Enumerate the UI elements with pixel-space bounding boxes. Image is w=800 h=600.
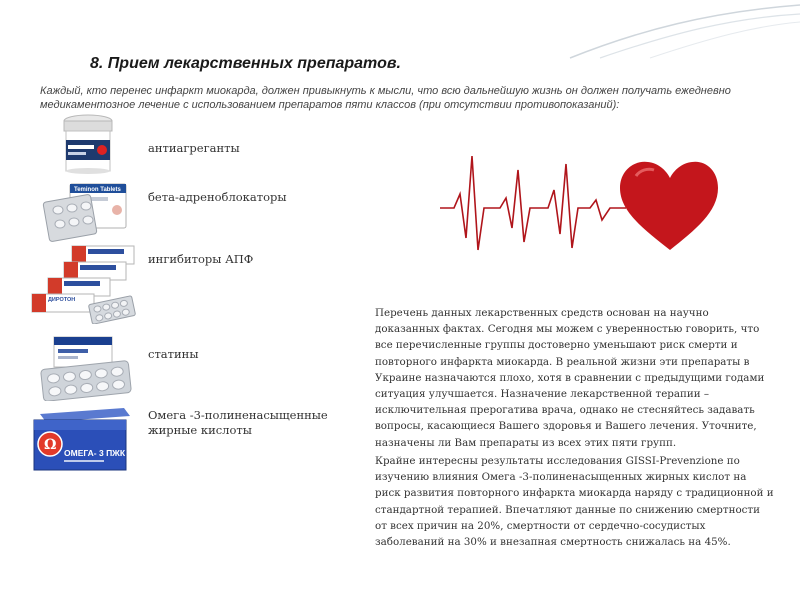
drug-label-beta-blockers: бета-адреноблокаторы [148,190,287,204]
ecg-line [440,156,626,250]
body-paragraph-1: Перечень данных лекарственных средств основан на научно доказанных фактах. Сегодня мы можем с уверенностью говорить, что все перечисленные группы достоверно уменьшают риск смерти и повторного инфаркта миокарда. В реальной жизни эти препараты в Украине назначаются плохо, хотя в сравнении с предыдущими годами ситуация улучшается. Назначение лекарственной терапии – исключительная прерогатива врача, однако не стесняйтесь задавать вопросы, касающиеся Вашего здоровья и Вашего лечения. Уточните, назначены ли Вам препараты из всех этих пяти групп. [375,307,765,449]
omega-box-image [30,404,134,474]
blister-pack-image [42,180,128,242]
omega-box-text: ОМЕГА- 3 ПЖК [64,448,126,458]
drug-label-antiaggregants: антиагреганты [148,141,240,155]
tablets-box-image [40,335,136,401]
blister-box-text: Teminon Tablets [74,187,121,193]
intro-text: Каждый, кто перенес инфаркт миокарда, должен привыкнуть к мысли, что всю дальнейшую жизнь он должен получать ежедневно медикаментозное лечение с использованием препаратов пяти классов (при отсутствии противопоказаний): [40,85,731,111]
drug-label-omega-3: Омега -3-полиненасыщенные жирные кислоты [148,408,328,437]
pill-jar-image [58,112,118,176]
drug-label-statins: статины [148,347,199,361]
svg-text:Ω: Ω [44,437,57,453]
medicine-boxes-image [28,244,136,324]
heart-icon [620,162,718,250]
ecg-heart-illustration [440,150,720,260]
corner-swoosh-decoration [560,0,800,60]
diroton-box-text: ДИРОТОН [48,297,76,303]
body-paragraph-2: Крайне интересны результаты исследования GISSI-Prevenzione по изучению влияния Омега -3-полиненасыщенных жирных кислот на риск развития повторного инфаркта миокарда наряду с традиционной и стандартной терапией. Впечатляют данные по снижению смертности от всех причин на 20%, смертности от сердечно-сосудистых заболеваний на 30% и внезапная смертность снижалась на 45%. [375,455,774,549]
drug-label-ace-inhibitors: ингибиторы АПФ [148,252,254,266]
page-title: 8. Прием лекарственных препаратов. [90,55,401,72]
